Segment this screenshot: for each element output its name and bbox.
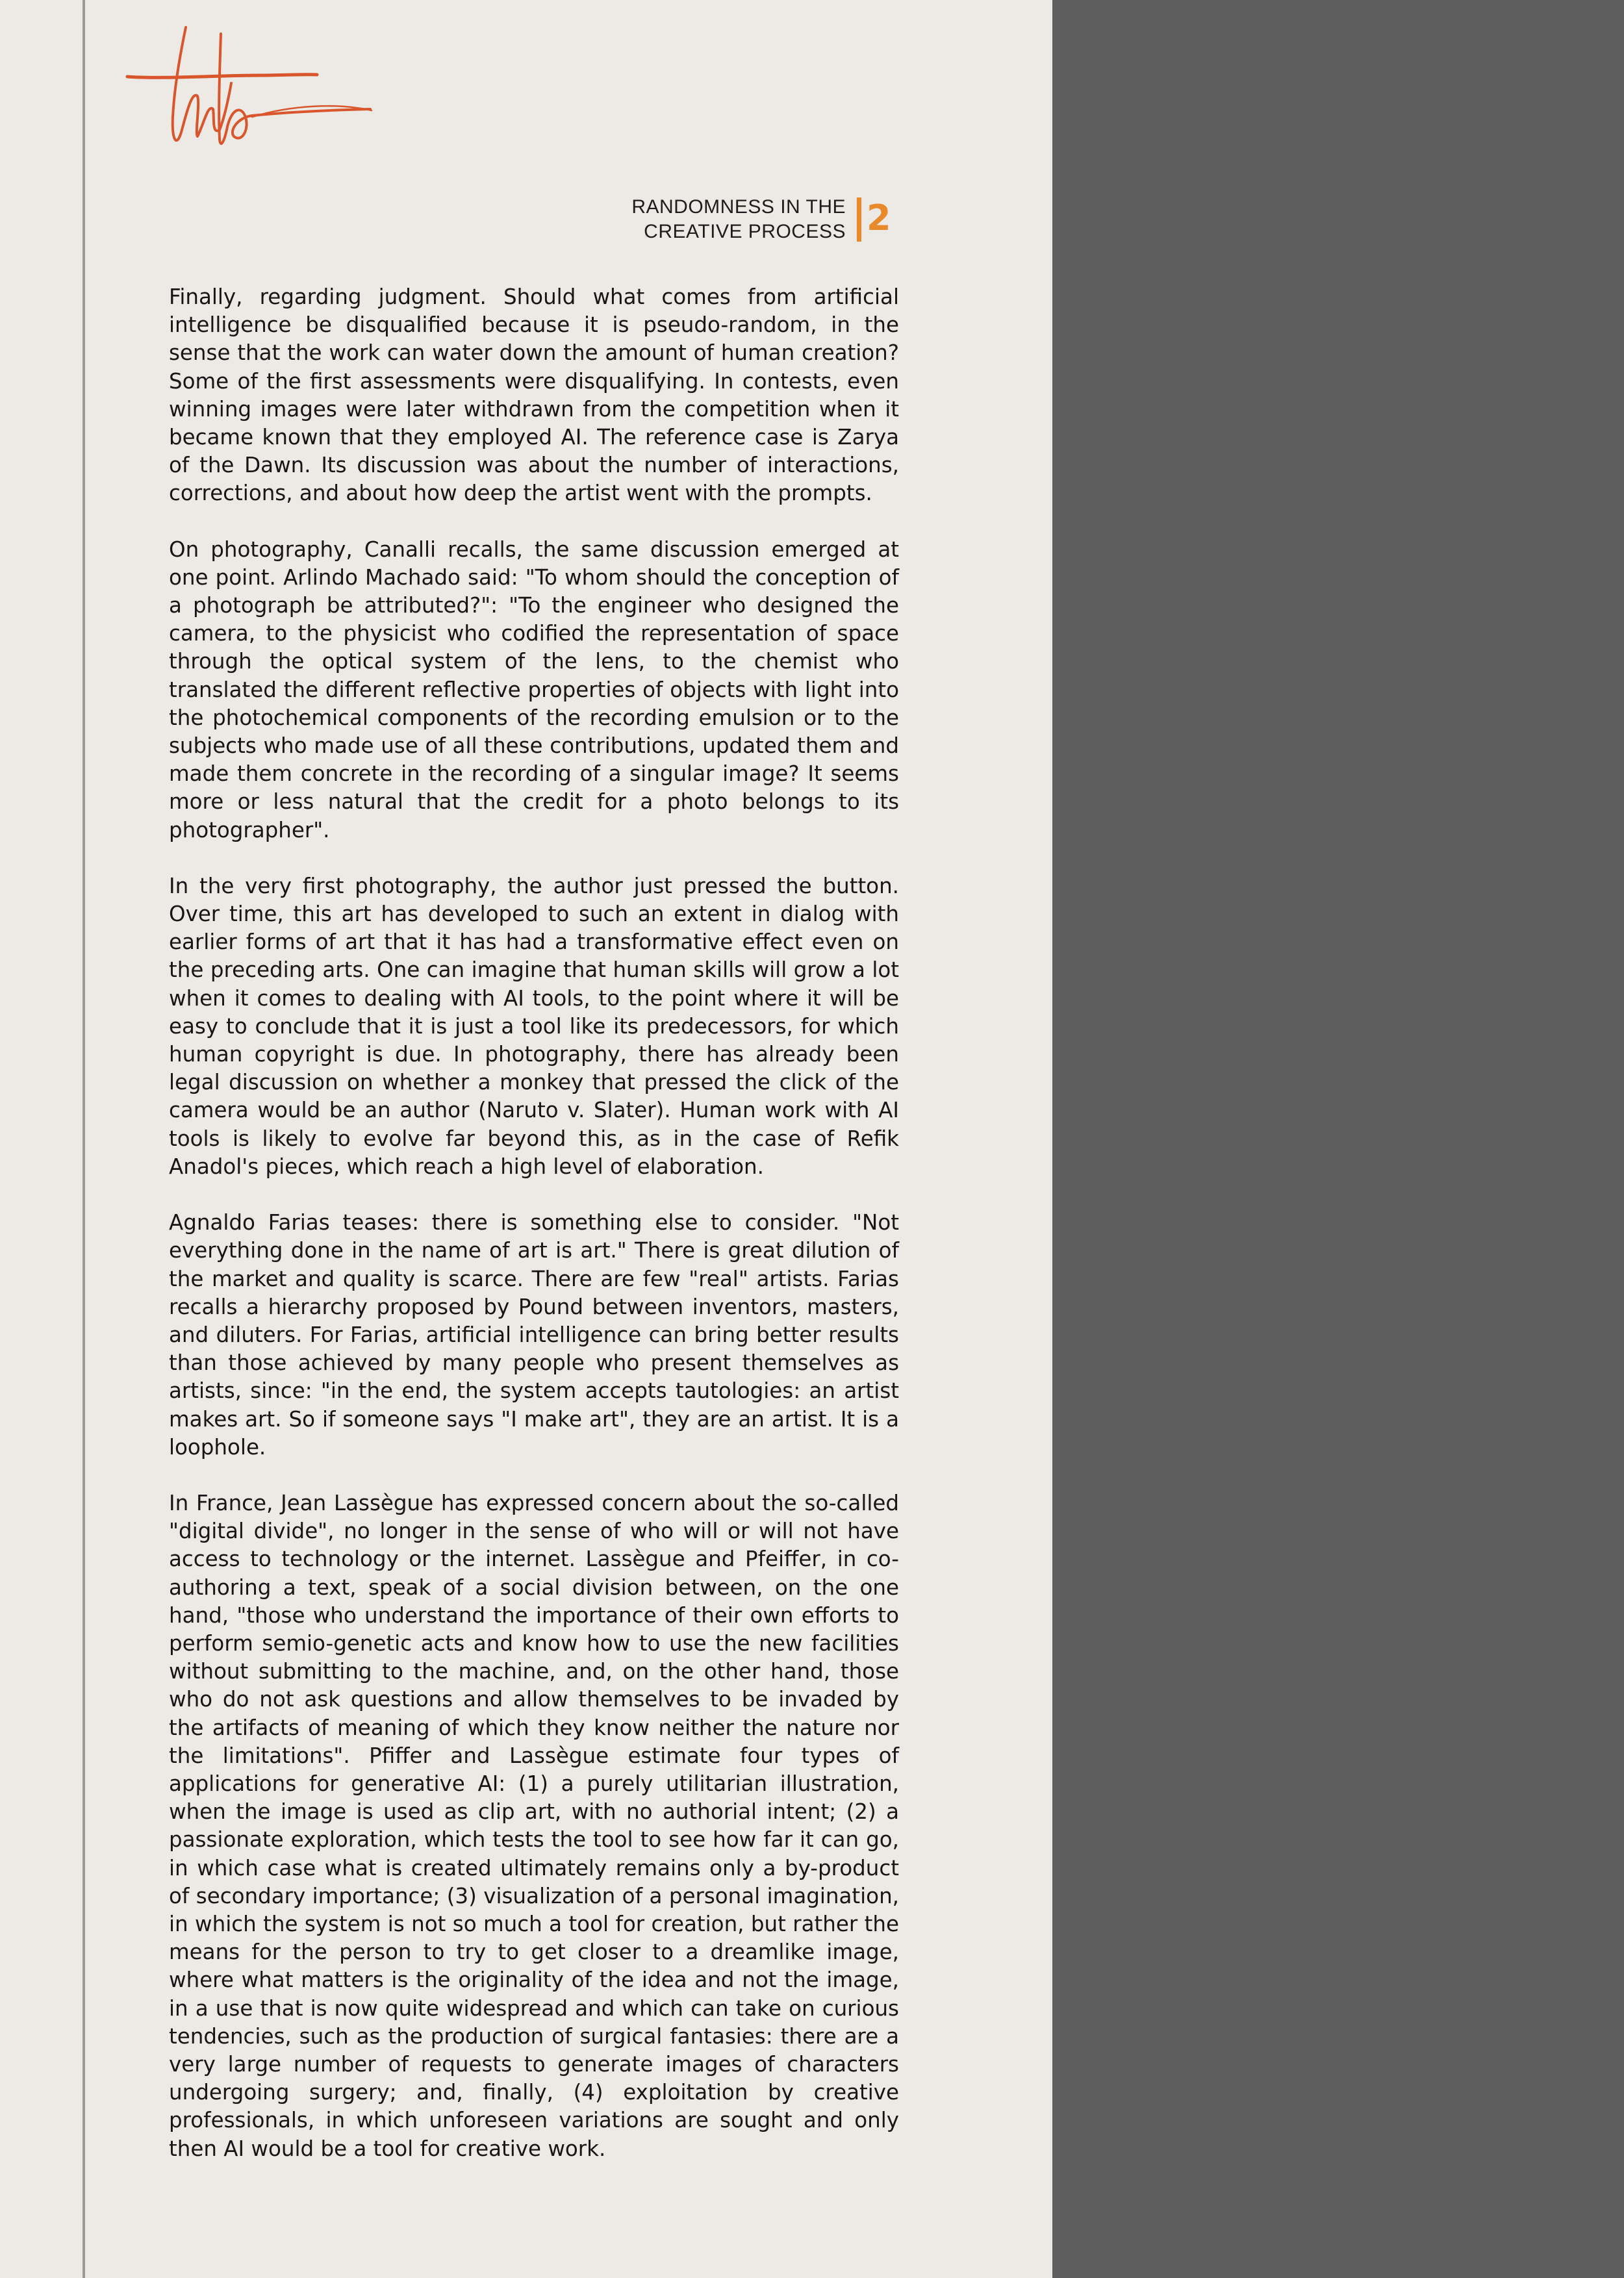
tato-signature-logo [122,19,382,162]
page-number: 2 [867,197,891,238]
body-text [169,283,899,2191]
page-header [585,195,900,247]
margin-rule [82,0,85,2278]
section-title-line-1: RANDOMNESS IN THE [631,196,846,218]
paragraph: Agnaldo Farias teases: there is something else to consider. "Not everything done in the name of art is art." There is great dilution of the market and quality is scarce. There are few "real" artists. Farias recalls a hierarchy proposed by Pound between inventors, masters, and diluters. For Farias, artificial intelligence can bring better results than those achieved by many people who present themselves as artists, since: "in the end, the system accepts tautologies: an artist makes art. So if someone says "I make art", they are an artist. It is a loophole. [169,1210,899,1460]
section-title [586,195,846,244]
paragraph: In France, Jean Lassègue has expressed concern about the so-called "digital divide", no longer in the sense of who will or will not have access to technology or the internet. Lassègue and Pfeiffer, in co-authoring a text, speak of a social division between, on the one hand, "those who understand the importance of their own efforts to perform semio-genetic acts and know how to use the new facilities without submitting to the machine, and, on the other hand, those who do not ask questions and allow themselves to be invaded by the artifacts of meaning of which they know neither the nature nor the limitations". Pfiffer and Lassègue estimate four types of applications for generative AI: (1) a purely utilitarian illustration, when the image is used as clip art, with no authorial intent; (2) a passionate exploration, which tests the tool to see how far it can go, in which case what is created ultimately remains only a by-product of secondary importance; (3) visualization of a personal imagination, in which the system is not so much a tool for creation, but rather the means for the person to try to get closer to a dreamlike image, where what matters is the originality of the idea and not the image, in a use that is now quite widespread and which can take on curious tendencies, such as the production of surgical fantasies: there are a very large number of requests to generate images of characters undergoing surgery; and, finally, (4) exploitation by creative professionals, in which unforeseen variations are sought and only then AI would be a tool for creative work. [169,1490,899,2161]
paragraph: In the very first photography, the author just pressed the button. Over time, this art has developed to such an extent in dialog with earlier forms of art that it has had a transformative effect even on the preceding arts. One can imagine that human skills will grow a lot when it comes to dealing with AI tools, to the point where it will be easy to conclude that it is just a tool like its predecessors, for which human copyright is due. In photography, there has already been legal discussion on whether a monkey that pressed the click of the camera would be an author (Naruto v. Slater). Human work with AI tools is likely to evolve far beyond this, as in the case of Refik Anadol's pieces, which reach a high level of elaboration. [169,873,899,1179]
section-title-line-2: CREATIVE PROCESS [644,221,846,242]
header-divider-bar [857,197,861,242]
paragraph: On photography, Canalli recalls, the same discussion emerged at one point. Arlindo Machado said: "To whom should the conception of a photograph be attributed?": "To the engineer who designed the camera, to the physicist who codified the representation of space through the optical system of the lens, to the chemist who translated the different reflective properties of objects with light into the photochemical components of the recording emulsion or to the subjects who made use of all these contributions, updated them and made them concrete in the recording of a singular image? It seems more or less natural that the credit for a photo belongs to its photographer". [169,537,899,842]
side-panel [1052,0,1624,2278]
paragraph: Finally, regarding judgment. Should what comes from artificial intelligence be disqualified because it is pseudo-random, in the sense that the work can water down the amount of human creation? Some of the first assessments were disqualifying. In contests, even winning images were later withdrawn from the competition when it became known that they employed AI. The reference case is Zarya of the Dawn. Its discussion was about the number of interactions, corrections, and about how deep the artist went with the prompts. [169,285,899,506]
